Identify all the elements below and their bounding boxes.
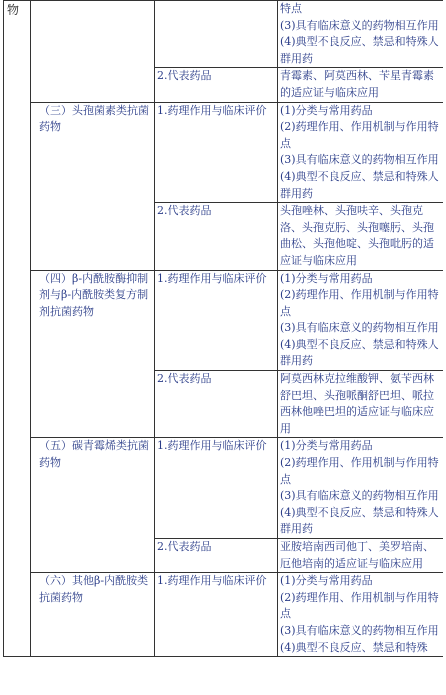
subtopic-cell	[155, 1, 278, 68]
subtopic-cell	[155, 68, 278, 102]
category-cell	[31, 1, 155, 103]
category-cell	[31, 438, 155, 573]
syllabus-table	[3, 0, 443, 657]
subtopic-cell	[155, 539, 278, 573]
content-cell	[278, 102, 444, 203]
content-item: (4)典型不良反应、禁忌和特殊人群用药	[280, 169, 439, 200]
table-row	[4, 270, 444, 371]
table-row	[4, 1, 444, 68]
content-item: (3)具有临床意义的药物相互作用	[280, 18, 439, 32]
content-cell	[278, 203, 444, 270]
subtopic-cell	[155, 371, 278, 438]
subtopic-cell	[155, 573, 278, 657]
content-item: (3)具有临床意义的药物相互作用	[280, 489, 439, 503]
content-item: (3)具有临床意义的药物相互作用	[280, 153, 439, 167]
category-cell	[31, 270, 155, 438]
content-cell	[278, 539, 444, 573]
subtopic-label: 2.代表药品	[157, 372, 212, 386]
subtopic-cell	[155, 438, 278, 539]
content-item: (2)药理作用、作用机制与作用特点	[280, 456, 439, 486]
content-item: (2)药理作用、作用机制与作用特点	[280, 288, 439, 318]
subtopic-label: 2.代表药品	[157, 69, 212, 83]
subtopic-label: 2.代表药品	[157, 540, 212, 553]
subtopic-cell	[155, 102, 278, 203]
content-cell	[278, 1, 444, 68]
category-title: （四）β-内酰胺酶抑制剂与β-内酰胺类复方制剂抗菌药物	[39, 271, 149, 318]
category-title: （五）碳青霉烯类抗菌药物	[39, 439, 149, 470]
content-item: (3)具有临床意义的药物相互作用	[280, 321, 439, 335]
content-item: 特点	[280, 2, 302, 15]
table-row	[4, 573, 444, 657]
subtopic-cell	[155, 270, 278, 371]
content-cell	[278, 371, 444, 438]
content-text: 阿莫西林克拉维酸钾、氨苄西林舒巴坦、头孢哌酮舒巴坦、哌拉西林他唑巴坦的适应证与临床应用	[280, 372, 434, 435]
category-cell	[31, 102, 155, 270]
chapter-label: 物	[7, 3, 21, 17]
category-title: （六）其他β-内酰胺类抗菌药物	[39, 574, 149, 604]
content-cell	[278, 68, 444, 102]
content-item: (4)典型不良反应、禁忌和特殊	[280, 640, 428, 654]
table-row	[4, 102, 444, 203]
content-cell	[278, 573, 444, 657]
content-item: (1)分类与常用药品	[280, 574, 373, 588]
content-item: (1)分类与常用药品	[280, 439, 373, 453]
subtopic-label: 1.药理作用与临床评价	[157, 574, 267, 588]
content-item: (4)典型不良反应、禁忌和特殊人群用药	[280, 505, 439, 536]
content-text: 头孢唑林、头孢呋辛、头孢克洛、头孢克肟、头孢噻肟、头孢曲松、头孢他啶、头孢吡肟的适应证与临床应用	[280, 204, 434, 267]
content-text: 青霉素、阿莫西林、苄星青霉素的适应证与临床应用	[280, 69, 434, 99]
content-item: (2)药理作用、作用机制与作用特点	[280, 120, 439, 150]
category-title: （三）头孢菌素类抗菌药物	[39, 103, 149, 134]
content-item: (1)分类与常用药品	[280, 271, 373, 285]
subtopic-label: 1.药理作用与临床评价	[157, 439, 267, 453]
subtopic-label: 2.代表药品	[157, 204, 212, 218]
content-item: (2)药理作用、作用机制与作用特点	[280, 590, 439, 621]
content-cell	[278, 270, 444, 371]
content-cell	[278, 438, 444, 539]
content-item: (4)典型不良反应、禁忌和特殊人群用药	[280, 35, 439, 65]
table-row	[4, 438, 444, 539]
subtopic-label: 1.药理作用与临床评价	[157, 271, 267, 285]
syllabus-table-body	[4, 1, 444, 657]
document-page	[3, 0, 443, 695]
content-item: (4)典型不良反应、禁忌和特殊人群用药	[280, 337, 439, 368]
content-item: (1)分类与常用药品	[280, 103, 373, 117]
content-text: 亚胺培南西司他丁、美罗培南、厄他培南的适应证与临床应用	[280, 540, 434, 570]
subtopic-cell	[155, 203, 278, 270]
category-cell	[31, 573, 155, 657]
chapter-label-cell	[4, 1, 31, 657]
subtopic-label: 1.药理作用与临床评价	[157, 103, 267, 117]
content-item: (3)具有临床意义的药物相互作用	[280, 623, 439, 637]
